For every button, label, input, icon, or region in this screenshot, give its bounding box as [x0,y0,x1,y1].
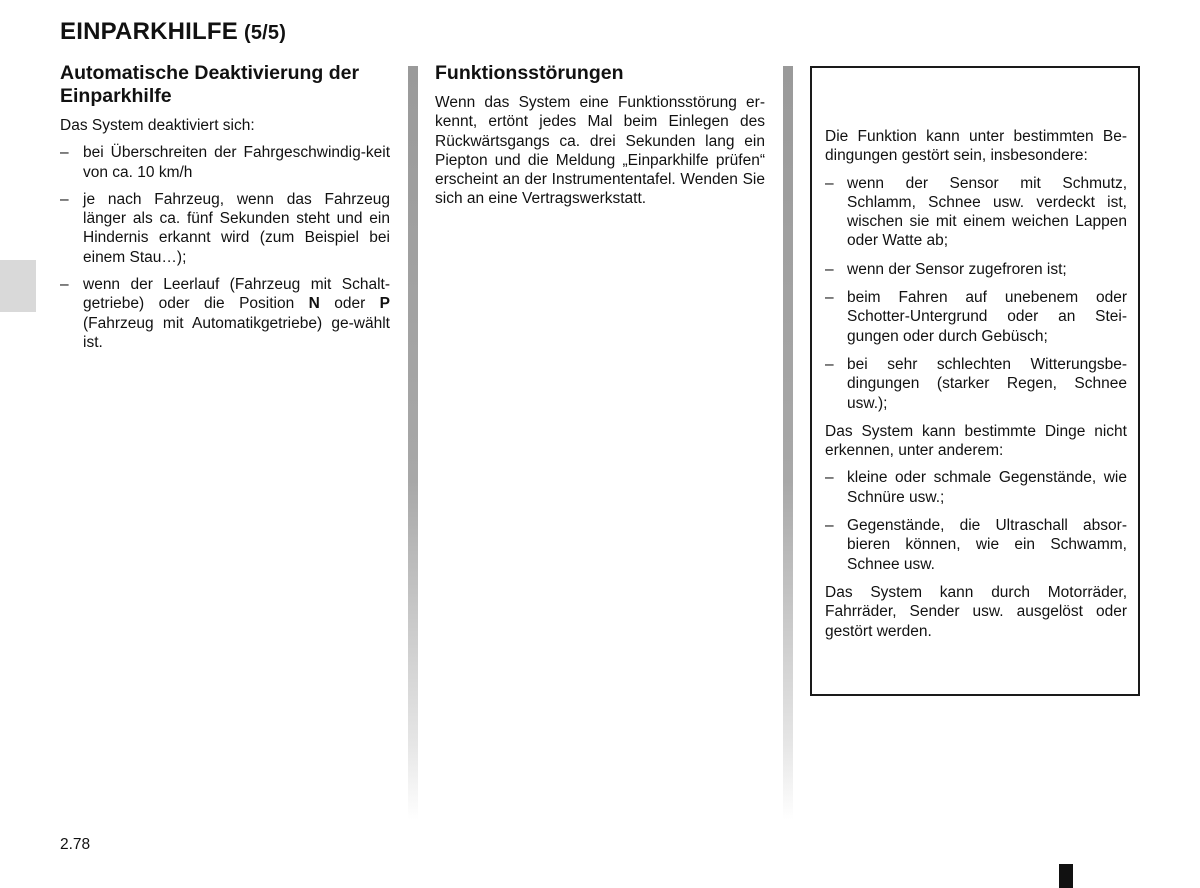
list-item-text: (Fahrzeug mit Automatikgetriebe) ge-wählt ist. [83,314,390,351]
note-outro: Das System kann durch Motorräder, Fahrräder, Sender usw. ausgelöst oder gestört werden. [825,583,1127,640]
deactivation-intro: Das System deaktiviert sich: [60,117,255,134]
gear-position-p: P [379,295,390,313]
section-heading-malfunctions: Funktionsstörungen [435,62,624,84]
list-item-text: oder [319,295,380,313]
note-intro-2: Das System kann bestimmte Dinge nicht erkennen, unter anderem: [825,422,1127,460]
list-item-text: wenn der Leerlauf (Fahrzeug mit Schalt-getriebe) oder die Position [83,276,390,313]
malfunction-text: Wenn das System eine Funktionsstörung er-kennt, ertönt jedes Mal beim Einlegen des Rückwärtsgangs ca. drei Sekunden lang ein Piepton und die Meldung „Einparkhilfe prüfen“ erscheint an der Instrumententafel. Wenden Sie sich an eine Vertragswerkstatt. [435,94,765,208]
list-item [60,275,390,352]
list-item: – Gegenstände, die Ultraschall absor-bieren können, wie ein Schwamm, Schnee usw. [825,516,1127,574]
section-heading-deactivation: Automatische Deaktivierung der Einparkhilfe [60,62,360,107]
deactivation-list [60,143,390,352]
page-number: 2.78 [60,836,91,853]
note-intro: Die Funktion kann unter bestimmten Be-dingungen gestört sein, insbesondere: [825,128,1127,165]
page-title-text: EINPARKHILFE [60,18,238,45]
list-item: – beim Fahren auf unebenem oder Schotter-Untergrund oder an Stei-gungen oder durch Gebüsch; [825,288,1127,346]
note-content [825,127,1127,649]
note-box [810,66,1140,696]
page-title-suffix: (5/5) [243,22,287,44]
list-item: – je nach Fahrzeug, wenn das Fahrzeug länger als ca. fünf Sekunden steht und ein Hindernis erkannt wird (zum Beispiel bei einem Stau…); [60,190,390,267]
list-item: – bei Überschreiten der Fahrgeschwindig-keit von ca. 10 km/h [60,143,390,182]
list-item: – wenn der Sensor zugefroren ist; [825,260,1127,279]
list-item: – kleine oder schmale Gegenstände, wie Schnüre usw.; [825,468,1127,507]
page-title [60,18,286,46]
column-divider [783,66,793,820]
list-item: – wenn der Sensor mit Schmutz, Schlamm, Schnee usw. verdeckt ist, wischen sie mit einem weichen Lappen oder Watte ab; [825,174,1127,251]
column-divider [408,66,418,820]
list-item: – bei sehr schlechten Witterungsbe-dingungen (starker Regen, Schnee usw.); [825,355,1127,413]
chapter-tab-marker [0,260,36,312]
disturbance-list [825,174,1127,413]
gear-position-n: N [308,295,320,313]
page-corner-mark [1059,864,1073,888]
undetected-objects-list [825,468,1127,573]
middle-column [435,62,765,217]
left-column [60,62,390,360]
